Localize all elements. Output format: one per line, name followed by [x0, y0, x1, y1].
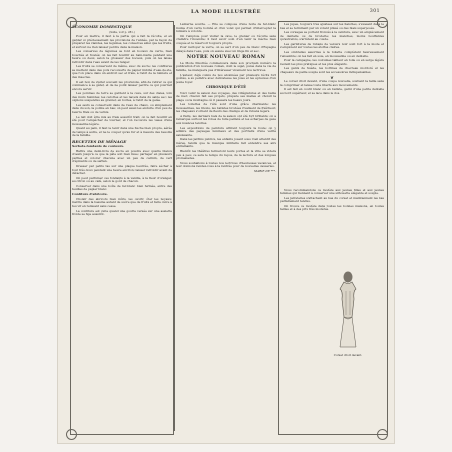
chronique-signature: MARIE DE ***.: [254, 168, 276, 173]
paragraph: Les conserves de légumes se font en bocaux de verre, bien bouchés et ficelés; on les fait bouillir au bain-marie pendant une heure ou deux, selon la grosseur des bocaux, puis on les laisse refroidir dans l'eau avant de les ranger.: [72, 49, 172, 64]
corset-illustration: [330, 269, 366, 351]
paragraph: La confiture est cuite quand une goutte versée sur une assiette froide se fige aussitôt.: [72, 208, 172, 217]
figure-corset: [340, 282, 356, 318]
paragraph: Les fruits se conservent de même, avec du sucre; les confitures se mettent dans des pots recouverts de papier imbibé d'eau-de-vie, que l'on place dans un endroit sec et frais, à l'abri de la lumière et des insectes.: [72, 64, 172, 79]
chronique-heading: CHRONIQUE D'ÉTÉ: [206, 85, 246, 90]
economie-subheading: (Suite, voir p. 281.): [109, 30, 135, 34]
paragraph: Les corsages se portent froncés à la ceinture, avec un empiècement de dentelle ou de broderie; les manches, moins bouffantes qu'autrefois, s'arrêtent au coude.: [280, 30, 384, 42]
recette2-title: Confiture d'abricots.: [72, 192, 108, 197]
paragraph: Les ombrelles assorties à la toilette complètent heureusement l'ensemble; on les fait en soie, en mousseline ou en dentelle.: [280, 50, 384, 58]
paragraph: Les expositions de peinture attirent toujours la foule; on y admire des paysages lumineux et des portraits d'une vérité saisissante.: [176, 125, 276, 137]
paragraph: Quant au pain, il faut le tenir dans une huche bien propre, aérée de temps à autre, et ne le couper qu'au fur et à mesure des besoins de la famille.: [72, 126, 172, 138]
paragraph: Battre une demi-livre de sucre en poudre avec quatre blancs d'œufs jusqu'à ce que la pâte soit bien lisse; partager en plusieurs parties et colorer chacune avec un peu de carmin, de vert d'épinards ou de safran.: [72, 148, 172, 164]
corner-ornament: [66, 17, 77, 28]
paragraph: Voici venir la saison des voyages, des villégiatures et des bains de mer; chacun fait ses projets, prépare ses malles et choisit la plage ou la montagne où il passera les beaux jours.: [176, 90, 276, 102]
paragraph: A Paris, les derniers bals de la saison ont été fort brillants; on a remarqué surtout les robes de tulle pailleté et les écharpes de gaze aux nuances tendres.: [176, 113, 276, 125]
paragraph: Il est fait en coutil blanc ou en batiste, garni d'une petite dentelle au bord supérieur, et se lace dans le dos.: [280, 87, 384, 95]
column-3: [280, 23, 384, 433]
column-2: [176, 23, 276, 433]
paragraph: On peut parfumer ces fondants à la vanille, à la fleur d'oranger, au citron ou au café, selon le goût de chacun.: [72, 175, 172, 184]
paragraph: Les pommes de terre se gardent à la cave, sur des claies, loin des murs humides; les carottes et les navets dans du sable sec; les oignons suspendus au grenier, en bottes, à l'abri de la gelée.: [72, 91, 172, 103]
paragraph: Les gants de Suède, les bottines de chevreau mordoré et les chapeaux de paille souple sont les accessoires indispensables.: [280, 66, 384, 74]
paragraph: On trouve ce modèle dans toutes les bonnes maisons, en toutes tailles et à des prix très modérés.: [280, 203, 384, 212]
paragraph: Il est bon de visiter souvent les provisions, afin de retirer ce qui commence à se gâter, et de ne point laisser perdre ce qui pourrait encore servir.: [72, 79, 172, 91]
paragraph: Pour en mettre, il faut à la partie qui a fait la récolte, et en garder si précieusement les provisions de l'année, par la façon de préparer les viandes, les légumes, les conserves ainsi que les fruits, et surtout ne rien laisser perdre dans la maison.: [72, 34, 172, 49]
paragraph: Les garnitures de rubans de velours noir sont fort à la mode et s'emploient sur toutes les étoffes claires.: [280, 41, 384, 50]
page-header: [58, 7, 394, 17]
paragraph: Pour la campagne, les costumes tailleur en toile ou en serge légère restent les plus pratiques et les plus élégants.: [280, 58, 384, 66]
paragraph: Bientôt les théâtres fermeront leurs portes et la ville se videra peu à peu; ce sera le temps du repos, de la lecture et des longues promenades.: [176, 149, 276, 160]
paragraph: Nous souhaitons à toutes nos lectrices d'heureuses vacances, et leur donnons rendez-vous à la rentrée pour de nouvelles causeries.: [176, 160, 276, 169]
ornament-divider: ❦: [330, 74, 334, 80]
figure-spacer: [280, 97, 384, 189]
paragraph: Lanterne sourde. — Elle se compose d'une boîte de fer-blanc munie d'un verre bombé et d'un volet qui permet d'intercepter la lumière à volonté.: [176, 23, 276, 33]
paragraph: Les jarretelles s'attachent au bas du corset et maintiennent les bas parfaitement tendus.: [280, 195, 384, 204]
roman-heading: NOTRE NOUVEAU ROMAN: [186, 54, 266, 61]
figure-caption: Corset droit devant.: [333, 353, 363, 357]
magazine-page: [58, 5, 394, 443]
paragraph: La Mode Illustrée commencera dans son prochain numéro la publication d'un nouveau roman, dont le sujet, puisé dans la vie de famille, ne manquera pas d'intéresser vivement nos lectrices.: [176, 60, 276, 72]
paragraph: Nous recommandons ce modèle aux jeunes filles et aux jeunes femmes qui tiennent à conserver une silhouette élégante et souple.: [280, 187, 384, 195]
corner-ornament: [66, 429, 77, 440]
column-rule-1: [174, 25, 175, 431]
economie-heading: ÉCONOMIE DOMESTIQUE: [72, 24, 132, 29]
magazine-title: LA MODE ILLUSTRÉE: [191, 9, 261, 15]
paragraph: On l'emploie pour visiter la cave, le grenier ou l'écurie sans craindre l'incendie; il faut avoir soin d'en tenir la mèche bien coupée et le réservoir toujours propre.: [176, 33, 276, 45]
paragraph: Le lait doit être mis au frais aussitôt trait; on le fait bouillir en été pour l'empêcher de tourner, et l'on recouvre les vases d'une mousseline légère.: [72, 114, 172, 126]
paragraph: Les toilettes de l'été sont d'une grâce charmante: les mousselines, les linons, les batistes brodées rivalisent de fraîcheur; les chapeaux s'ornent de fleurs des champs et de rubans légers.: [176, 102, 276, 114]
corner-ornament: [377, 429, 388, 440]
paragraph: Choisir des abricots bien mûrs, les ouvrir, ôter les noyaux; mettre dans la bassine autant de sucre que de fruits et faire cuire à feu vif en remuant sans cesse.: [72, 196, 172, 208]
figure-skirt: [340, 317, 356, 347]
column-1: [72, 23, 172, 433]
recette-title: Sorbets-fondants de couleurs.: [72, 144, 125, 149]
paragraph: Le corset droit devant, d'une coupe nouvelle, soutient la taille sans la comprimer et laisse toute liberté aux mouvements.: [280, 79, 384, 87]
paragraph: L'auteur, déjà connu de nos abonnées par plusieurs récits fort goûtés, a su peindre avec délicatesse les joies et les épreuves d'un jeune foyer.: [176, 72, 276, 84]
figure-head: [344, 272, 353, 283]
column-rule-2: [278, 25, 279, 431]
corner-ornament: [377, 17, 388, 28]
paragraph: Dans les jardins publics, les enfants jouent sous l'œil attentif des mères, tandis que la musique militaire fait entendre ses airs entraînants.: [176, 137, 276, 149]
page-number: 301: [369, 9, 380, 14]
recettes-heading: RECETTES DE MÉNAGE: [72, 138, 127, 144]
paragraph: Conserver dans une boîte de fer-blanc bien fermée, entre des feuilles de papier blanc.: [72, 183, 172, 192]
paragraph: Pour nettoyer le verre, on se sert d'un peu de blanc d'Espagne délayé dans l'eau, puis on essuie avec un linge fin et sec.: [176, 45, 276, 53]
paragraph: Dresser par petits tas sur une plaque beurrée, faire sécher à four très doux pendant une heure environ; laisser refroidir avant de détacher.: [72, 164, 172, 175]
paragraph: Les œufs se conservent dans de l'eau de chaux, ou simplement dans du son, la pointe en bas; on peut aussi les enduire d'un peu de beurre frais ou de vernis.: [72, 102, 172, 114]
paragraph: Les jupes, toujours très ajustées sur les hanches, s'évasent dans le bas et se terminent par un volant plissé ou des biais superposés.: [280, 23, 384, 30]
